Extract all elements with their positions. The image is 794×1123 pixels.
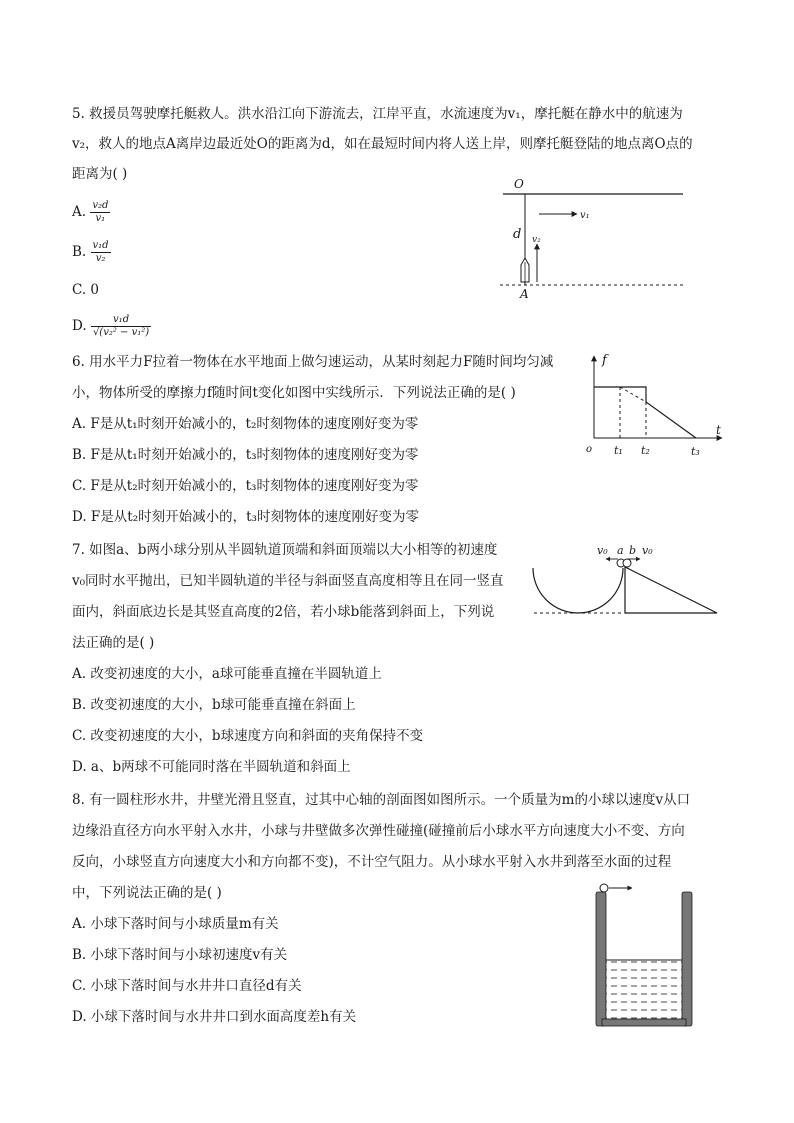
q6-option-d[interactable]: D. F是从t₂时刻开始减小的，t₃时刻物体的速度刚好变为零 xyxy=(72,509,419,525)
q6-label-t1: t₁ xyxy=(614,444,623,457)
q6-decrease-dashed xyxy=(620,387,646,402)
q5-label-a: A xyxy=(520,287,529,300)
q5-option-d-numerator: v₁d xyxy=(91,314,151,327)
q8-option-d[interactable]: D. 小球下落时间与水井井口到水面高度差h有关 xyxy=(72,1009,357,1025)
q6-label-o: o xyxy=(586,444,593,455)
q6-option-b[interactable]: B. F是从t₁时刻开始减小的，t₃时刻物体的速度刚好变为零 xyxy=(72,447,419,463)
q7-option-d[interactable]: D. a、b两球不可能同时落在半圆轨道和斜面上 xyxy=(72,759,351,775)
q5-label-o: O xyxy=(514,177,524,191)
q8-water xyxy=(606,960,682,1019)
q8-stem-line-4: 中，下列说法正确的是( ) xyxy=(72,885,222,901)
q7-label-v0-left: v₀ xyxy=(597,544,608,557)
q8-ball xyxy=(600,884,608,892)
q6-label-t: t xyxy=(716,423,721,437)
q7-stem-line-2: v₀同时水平抛出，已知半圆轨道的半径与斜面竖直高度相等且在同一竖直 xyxy=(72,573,504,589)
q7-stem-line-1: 7. 如图a、b两小球分别从半圆轨道顶端和斜面顶端以大小相等的初速度 xyxy=(72,542,498,558)
q6-label-t3: t₃ xyxy=(691,445,700,458)
q5-option-d[interactable] xyxy=(72,314,151,339)
q7-incline xyxy=(625,567,717,613)
q7-option-a[interactable]: A. 改变初速度的大小，a球可能垂直撞在半圆轨道上 xyxy=(72,666,382,682)
q7-semicircle-track xyxy=(533,568,623,613)
q5-option-b-numerator: v₁d xyxy=(92,240,109,251)
q8-stem-line-2: 边缘沿直径方向水平射入水井，小球与井壁做多次弹性碰撞(碰撞前后小球水平方向速度大小不变、方向 xyxy=(72,823,685,839)
q7-ball-b xyxy=(623,559,631,567)
q8-option-a[interactable]: A. 小球下落时间与小球质量m有关 xyxy=(72,916,279,932)
q5-option-a[interactable] xyxy=(72,200,110,225)
q7-option-c[interactable]: C. 改变初速度的大小，b球速度方向和斜面的夹角保持不变 xyxy=(72,728,424,744)
q5-option-a-fraction xyxy=(90,200,110,225)
q8-bottom xyxy=(602,1019,686,1026)
q5-label-v1: v₁ xyxy=(580,210,590,221)
q5-option-a-denominator: v₁ xyxy=(95,213,106,224)
q8-left-wall xyxy=(596,892,606,1026)
q5-stem-line-1: 5. 救援员驾驶摩托艇救人。洪水沿江向下游流去，江岸平直，水流速度为v₁，摩托艇在静水中的航速为 xyxy=(72,106,683,122)
q7-label-a: a xyxy=(617,544,624,557)
q7-label-b: b xyxy=(629,544,637,557)
q6-label-f: f xyxy=(602,353,607,368)
q5-option-b-fraction xyxy=(91,240,111,265)
q5-option-d-denominator: √(v₂² − v₁²) xyxy=(92,327,150,338)
q5-option-c[interactable]: C. 0 xyxy=(72,282,100,298)
q6-option-a[interactable]: A. F是从t₁时刻开始减小的，t₂时刻物体的速度刚好变为零 xyxy=(72,416,419,432)
q8-stem-line-1: 8. 有一圆柱形水井，井壁光滑且竖直，过其中心轴的剖面图如图所示。一个质量为m的小球以速度v从口 xyxy=(72,792,691,808)
q8-option-b[interactable]: B. 小球下落时间与小球初速度v有关 xyxy=(72,947,288,963)
q7-stem-line-3: 面内，斜面底边长是其竖直高度的2倍，若小球b能落到斜面上，下列说 xyxy=(72,604,495,620)
q7-track-figure xyxy=(532,540,722,622)
q7-option-b[interactable]: B. 改变初速度的大小，b球可能垂直撞在斜面上 xyxy=(72,697,356,713)
q6-friction-graph xyxy=(580,350,730,460)
q8-right-wall xyxy=(682,892,692,1026)
q5-option-a-numerator: v₂d xyxy=(92,200,109,211)
q8-option-c[interactable]: C. 小球下落时间与水井井口直径d有关 xyxy=(72,978,302,994)
q5-label-d: d xyxy=(513,227,522,242)
q5-option-b[interactable] xyxy=(72,240,111,265)
q6-stem-line-1: 6. 用水平力F拉着一物体在水平地面上做匀速运动，从某时刻起力F随时间均匀减 xyxy=(72,354,554,370)
q6-option-c[interactable]: C. F是从t₂时刻开始减小的，t₃时刻物体的速度刚好变为零 xyxy=(72,478,419,494)
q5-option-a-label: A. xyxy=(72,204,87,220)
q5-option-d-label: D. xyxy=(72,318,87,334)
q6-label-t2: t₂ xyxy=(641,444,650,457)
q5-option-b-denominator: v₂ xyxy=(95,253,106,264)
q5-stem-line-3: 距离为( ) xyxy=(72,166,128,182)
q6-friction-solid-line xyxy=(594,387,696,438)
q5-option-b-label: B. xyxy=(72,244,87,260)
q5-option-d-fraction xyxy=(91,314,151,339)
q8-stem-line-3: 反向，小球竖直方向速度大小和方向都不变)，不计空气阻力。从小球水平射入水井到落至水面的过程 xyxy=(72,854,672,870)
q5-river-figure xyxy=(495,172,690,300)
q5-stem-line-2: v₂，救人的地点A离岸边最近处O的距离为d，如在最短时间内将人送上岸，则摩托艇登陆的地点离O点的 xyxy=(72,136,693,152)
q6-stem-line-2: 小，物体所受的摩擦力f随时间t变化如图中实线所示．下列说法正确的是( ) xyxy=(72,385,516,401)
q7-label-v0-right: v₀ xyxy=(642,544,653,557)
q8-well-figure xyxy=(590,878,698,1030)
q7-stem-line-4: 法正确的是( ) xyxy=(72,635,155,651)
q5-label-v2: v₂ xyxy=(532,235,541,245)
